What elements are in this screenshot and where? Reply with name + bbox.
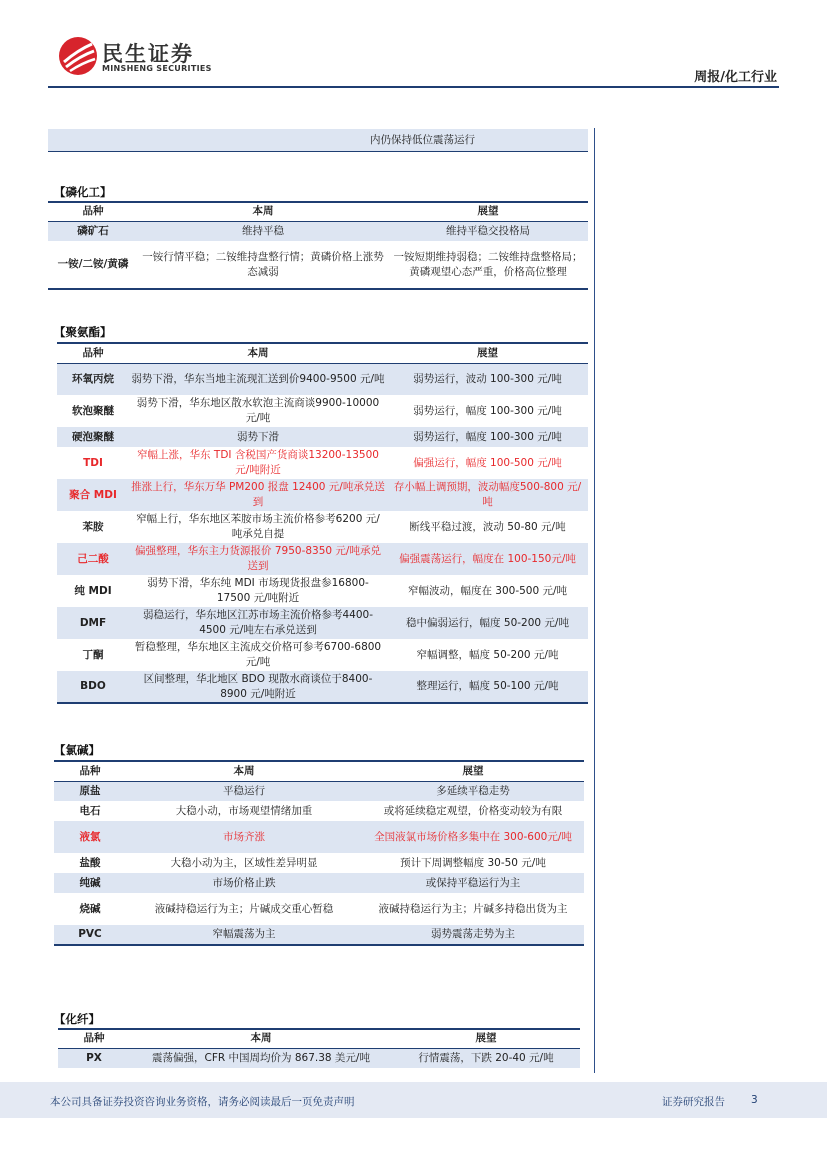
- logo-chinese-name: 民生证券: [102, 42, 194, 66]
- table-row: [54, 873, 584, 893]
- outlook-cell: 整理运行，幅度 50-100 元/吨: [387, 671, 588, 703]
- col-header-this-week: 本周: [138, 202, 388, 221]
- product-name: DMF: [57, 607, 129, 639]
- table-row: [58, 1048, 580, 1068]
- outlook-cell: 全国液氯市场价格多集中在 300-600元/吨: [362, 821, 584, 853]
- outlook-cell: 存小幅上调预期，波动幅度500-800 元/吨: [387, 479, 588, 511]
- table-header-row: [58, 1029, 580, 1048]
- report-type: 周报/化工行业: [694, 70, 777, 85]
- table-row: [57, 639, 588, 671]
- table-row-highlight: [57, 479, 588, 511]
- product-name: 纯碱: [54, 873, 126, 893]
- chloralkali-table: [54, 760, 584, 946]
- col-header-this-week: 本周: [126, 761, 362, 781]
- company-logo: [58, 36, 218, 80]
- this-week-cell: 窄幅上涨，华东 TDI 含税国产货商谈13200-13500 元/吨附近: [137, 449, 379, 476]
- table-header-row: [57, 343, 588, 363]
- product-name: 苯胺: [82, 520, 104, 533]
- carryover-table: [48, 129, 588, 151]
- product-name: PX: [58, 1048, 130, 1068]
- this-week-cell: 震荡偏强，CFR 中国周均价为 867.38 美元/吨: [130, 1048, 392, 1068]
- table-row-highlight: [57, 447, 588, 479]
- polyurethane-table: [57, 342, 588, 704]
- minsheng-logo-icon: [58, 36, 98, 76]
- col-header-product: 品种: [48, 202, 138, 221]
- this-week-cell: 弱势下滑，华东地区散水软泡主流商谈9900-10000 元/吨: [136, 397, 380, 424]
- page-vertical-rule: [594, 128, 595, 1073]
- col-header-outlook: 展望: [388, 202, 588, 221]
- carryover-text: 内仍保持低位震荡运行: [368, 129, 588, 151]
- product-name: 烧碱: [79, 902, 101, 915]
- table-row: [48, 129, 588, 151]
- table-row: [54, 781, 584, 801]
- this-week-cell: 维持平稳: [138, 221, 388, 241]
- this-week-cell: 市场齐涨: [126, 821, 362, 853]
- outlook-cell: 弱势运行，波动 100-300 元/吨: [387, 363, 588, 395]
- product-name: 电石: [79, 804, 101, 817]
- phosphorus-table: [48, 201, 588, 290]
- this-week-cell: 窄幅上行，华东地区苯胺市场主流价格参考6200 元/吨承兑自提: [136, 513, 380, 540]
- this-week-cell: 暂稳整理，华东地区主流成交价格可参考6700-6800 元/吨: [134, 641, 382, 668]
- table-row: [54, 893, 584, 925]
- product-name: 己二酸: [57, 543, 129, 575]
- this-week-cell: 窄幅震荡为主: [126, 925, 362, 945]
- product-name: PVC: [54, 925, 126, 945]
- product-name: 磷矿石: [48, 221, 138, 241]
- table-row: [57, 395, 588, 427]
- table-row: [48, 221, 588, 241]
- outlook-cell: 稳中偏弱运行，幅度 50-200 元/吨: [387, 607, 588, 639]
- product-name: 硬泡聚醚: [57, 427, 129, 447]
- this-week-cell: 弱稳运行，华东地区江苏市场主流价格参考4400-4500 元/吨左右承兑送到: [129, 607, 387, 639]
- outlook-cell: 液碱持稳运行为主；片碱多持稳出货为主: [378, 902, 568, 915]
- section-title-phosphorus: 【磷化工】: [54, 185, 112, 199]
- outlook-cell: 一铵短期维持弱稳；二铵维持盘整格局；黄磷观望心态严重，价格高位整理: [388, 241, 588, 289]
- outlook-cell: 窄幅调整，幅度 50-200 元/吨: [416, 648, 559, 661]
- this-week-cell: 弱势下滑，华东纯 MDI 市场现货报盘参16800-17500 元/吨附近: [147, 577, 369, 604]
- outlook-cell: 偏强震荡运行，幅度在 100-150元/吨: [387, 543, 588, 575]
- table-row: [57, 427, 588, 447]
- product-name: TDI: [83, 456, 103, 469]
- section-title-fiber: 【化纤】: [54, 1012, 100, 1026]
- col-header-outlook: 展望: [362, 761, 584, 781]
- product-name: 软泡聚醚: [72, 404, 114, 417]
- table-row: [54, 925, 584, 945]
- this-week-cell: 大稳小动，市场观望情绪加重: [175, 804, 313, 817]
- product-name: 液氯: [54, 821, 126, 853]
- this-week-cell: 大稳小动为主，区域性差异明显: [170, 856, 318, 869]
- col-header-product: 品种: [57, 343, 129, 363]
- table-row: [48, 241, 588, 289]
- col-header-this-week: 本周: [129, 343, 387, 363]
- col-header-outlook: 展望: [392, 1029, 580, 1048]
- table-row: [57, 607, 588, 639]
- outlook-cell: 或保持平稳运行为主: [362, 873, 584, 893]
- outlook-cell: 维持平稳交投格局: [388, 221, 588, 241]
- col-header-outlook: 展望: [387, 343, 588, 363]
- this-week-cell: 一铵行情平稳；二铵维持盘整行情；黄磷价格上涨势态减弱: [138, 241, 388, 289]
- product-name: 一铵/二铵/黄磷: [48, 241, 138, 289]
- this-week-cell: 偏强整理，华东主力货源报价 7950-8350 元/吨承兑送到: [129, 543, 387, 575]
- col-header-this-week: 本周: [130, 1029, 392, 1048]
- outlook-cell: 弱势运行，幅度 100-300 元/吨: [387, 427, 588, 447]
- table-row: [57, 511, 588, 543]
- product-name: 盐酸: [79, 856, 101, 869]
- footer-disclaimer: 本公司具备证券投资咨询业务资格，请务必阅读最后一页免责声明: [50, 1096, 355, 1108]
- this-week-cell: 平稳运行: [126, 781, 362, 801]
- product-name: 环氧丙烷: [57, 363, 129, 395]
- page-number: 3: [751, 1094, 758, 1106]
- footer-label: 证券研究报告: [662, 1096, 725, 1108]
- this-week-cell: 弱势下滑: [129, 427, 387, 447]
- table-row-highlight: [57, 543, 588, 575]
- table-header-row: [54, 761, 584, 781]
- product-name: BDO: [57, 671, 129, 703]
- table-row: [54, 853, 584, 873]
- this-week-cell: 区间整理，华北地区 BDO 现散水商谈位于8400-8900 元/吨附近: [129, 671, 387, 703]
- outlook-cell: 行情震荡，下跌 20-40 元/吨: [392, 1048, 580, 1068]
- outlook-cell: 或将延续稳定观望，价格变动较为有限: [383, 804, 563, 817]
- logo-english-name: MINSHENG SECURITIES: [102, 64, 212, 73]
- table-row: [57, 671, 588, 703]
- header-divider: [48, 86, 779, 88]
- table-row: [54, 801, 584, 821]
- product-name: 聚合 MDI: [57, 479, 129, 511]
- table-row: [57, 363, 588, 395]
- outlook-cell: 偏强运行，幅度 100-500 元/吨: [413, 456, 562, 469]
- outlook-cell: 弱势运行，幅度 100-300 元/吨: [413, 404, 562, 417]
- outlook-cell: 预计下周调整幅度 30-50 元/吨: [400, 856, 546, 869]
- this-week-cell: 推涨上行，华东万华 PM200 报盘 12400 元/吨承兑送到: [129, 479, 387, 511]
- section-title-chloralkali: 【氯碱】: [54, 743, 100, 757]
- table-row: [57, 575, 588, 607]
- col-header-product: 品种: [54, 761, 126, 781]
- fiber-table: [58, 1028, 580, 1068]
- outlook-cell: 多延续平稳走势: [362, 781, 584, 801]
- outlook-cell: 断线平稳过渡，波动 50-80 元/吨: [409, 520, 566, 533]
- outlook-cell: 弱势震荡走势为主: [362, 925, 584, 945]
- this-week-cell: 液碱持稳运行为主；片碱成交重心暂稳: [154, 902, 334, 915]
- product-name: 丁酮: [82, 648, 104, 661]
- product-name: 原盐: [54, 781, 126, 801]
- col-header-product: 品种: [58, 1029, 130, 1048]
- product-name: 纯 MDI: [74, 584, 112, 597]
- outlook-cell: 窄幅波动，幅度在 300-500 元/吨: [407, 584, 568, 597]
- section-title-polyurethane: 【聚氨酯】: [54, 325, 112, 339]
- this-week-cell: 弱势下滑，华东当地主流现汇送到价9400-9500 元/吨: [129, 363, 387, 395]
- carryover-bottom-rule: [48, 151, 588, 152]
- table-row-highlight: [54, 821, 584, 853]
- this-week-cell: 市场价格止跌: [126, 873, 362, 893]
- table-header-row: [48, 202, 588, 221]
